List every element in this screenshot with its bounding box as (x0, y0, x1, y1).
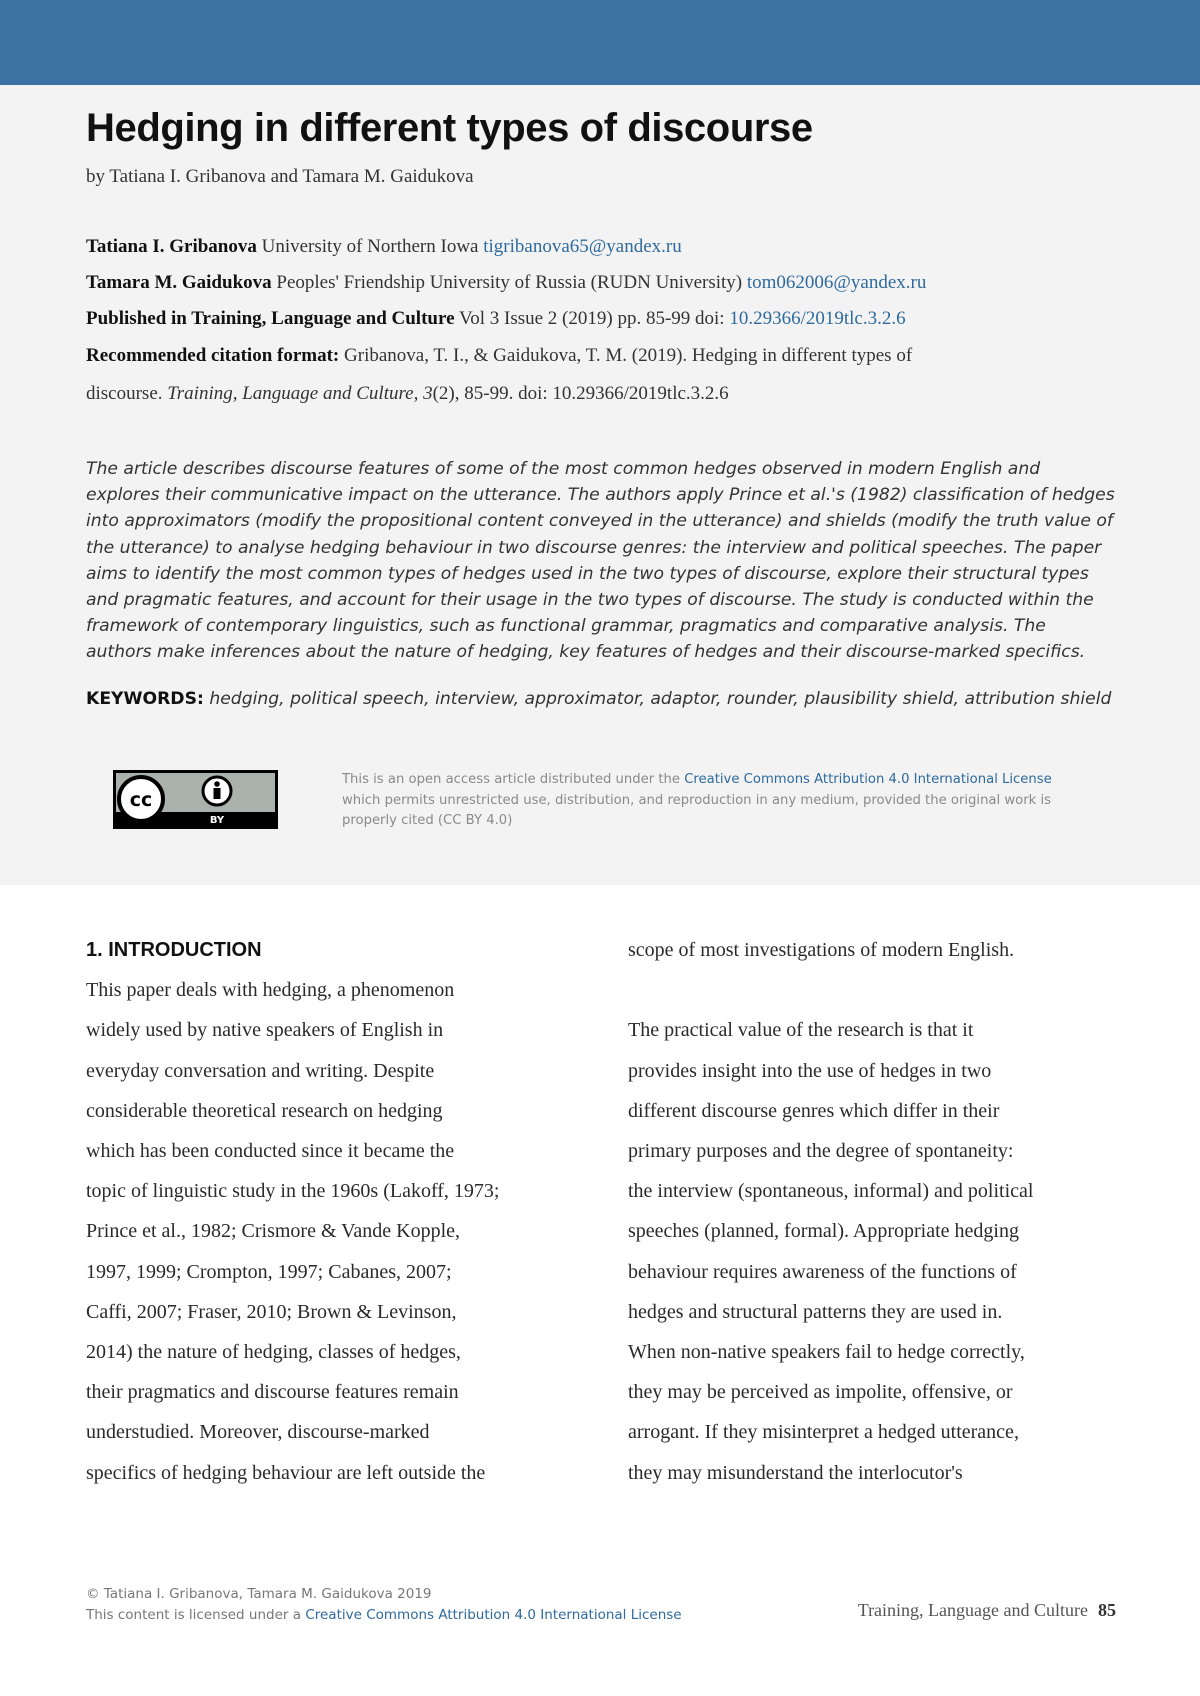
citation-line-2 (86, 383, 1116, 405)
body-line: When non-native speakers fail to hedge correctly, (628, 1341, 1025, 1364)
body-line: widely used by native speakers of English in (86, 1019, 444, 1042)
license-text-end: which permits unrestricted use, distribution, and reproduction in any medium, provided the original work is properly cited (CC BY 4.0) (342, 792, 1052, 828)
footer-license-link[interactable]: Creative Commons Attribution 4.0 International License (305, 1606, 682, 1623)
author-2 (86, 272, 1116, 294)
body-line: behaviour requires awareness of the functions of (628, 1260, 1017, 1283)
body-line: they may be perceived as impolite, offensive, or (628, 1381, 1013, 1404)
license-text-start: This is an open access article distributed under the (342, 772, 685, 787)
body-line: they may misunderstand the interlocutor's (628, 1461, 963, 1484)
citation-text-3: (2), 85-99. doi: 10.29366/2019tlc.3.2.6 (432, 383, 729, 404)
body-line: understudied. Moreover, discourse-marked (86, 1421, 430, 1444)
body-line: Prince et al., 1982; Crismore & Vande Kopple, (86, 1220, 461, 1243)
body-line: provides insight into the use of hedges in two (628, 1059, 992, 1082)
author-1 (86, 236, 1116, 258)
body-line: considerable theoretical research on hedging (86, 1099, 443, 1122)
citation-journal: Training, Language and Culture, 3 (167, 383, 433, 404)
body-line: topic of linguistic study in the 1960s (Lakoff, 1973; (86, 1180, 500, 1203)
keywords-list: hedging, political speech, interview, approximator, adaptor, rounder, plausibility shield, attribution shield (209, 689, 1112, 709)
body-line: different discourse genres which differ in their (628, 1099, 1000, 1122)
body-line: their pragmatics and discourse features remain (86, 1381, 459, 1404)
citation-text-1: Gribanova, T. I., & Gaidukova, T. M. (2019). Hedging in different types of (344, 345, 913, 366)
body-line: hedges and structural patterns they are used in. (628, 1300, 1003, 1323)
article-title: Hedging in different types of discourse (86, 106, 813, 150)
publication-details: Vol 3 Issue 2 (2019) pp. 85-99 doi: (458, 308, 725, 329)
abstract: The article describes discourse features of some of the most common hedges observed in modern English and explores their communicative impact on the utterance. The authors apply Prince et al.'s (1982) classification of hedges into approximators (modify the propositional content conveyed in the utterance) and shields (modify the truth value of the utterance) to analyse hedging behaviour in two discourse genres: the interview and political speeches. The paper aims to identify the most common types of hedges used in the two types of discourse, explore their structural types and pragmatic features, and account for their usage in the two types of discourse. The study is conducted within the framework of contemporary linguistics, such as functional grammar, pragmatics and comparative analysis. The authors make inferences about the nature of hedging, key features of hedges and their discourse-marked specifics. (86, 459, 1115, 663)
body-line: 1997, 1999; Crompton, 1997; Cabanes, 2007; (86, 1260, 452, 1283)
keywords (86, 689, 1126, 709)
copyright-text: © Tatiana I. Gribanova, Tamara M. Gaidukova 2019 (86, 1586, 432, 1602)
author-2-affiliation: Peoples' Friendship University of Russia (RUDN University) (276, 272, 743, 293)
header-bar (0, 0, 1200, 85)
body-left-column (86, 930, 606, 1493)
body-line: primary purposes and the degree of spontaneity: (628, 1140, 1014, 1162)
author-1-name: Tatiana I. Gribanova (86, 236, 257, 257)
keywords-label: KEYWORDS: (86, 689, 204, 709)
body-line: 2014) the nature of hedging, classes of hedges, (86, 1341, 461, 1364)
citation-line-1 (86, 345, 1116, 367)
footer-journal-name: Training, Language and Culture (857, 1600, 1088, 1620)
footer-journal (858, 1600, 1116, 1621)
article-byline: by Tatiana I. Gribanova and Tamara M. Gaidukova (86, 166, 474, 187)
section-heading: 1. INTRODUCTION (86, 939, 262, 961)
body-line: The practical value of the research is that it (628, 1019, 974, 1042)
body-line: specifics of hedging behaviour are left outside the (86, 1461, 486, 1484)
footer-license-prefix: This content is licensed under a (86, 1606, 306, 1623)
body-line: everyday conversation and writing. Despite (86, 1059, 435, 1082)
publication-info (86, 308, 1116, 330)
author-1-email[interactable]: tigribanova65@yandex.ru (483, 236, 682, 257)
footer-copyright (86, 1584, 766, 1625)
license-notice (342, 770, 1092, 832)
body-line: the interview (spontaneous, informal) and political (628, 1180, 1034, 1203)
author-1-affiliation: University of Northern Iowa (261, 236, 479, 257)
citation-text-2: discourse. (86, 383, 168, 404)
body-line: speeches (planned, formal). Appropriate hedging (628, 1220, 1019, 1243)
license-link[interactable]: Creative Commons Attribution 4.0 International License (684, 772, 1052, 787)
author-2-name: Tamara M. Gaidukova (86, 272, 272, 293)
cc-badge-text: cc (129, 789, 153, 811)
body-line: scope of most investigations of modern English. (628, 939, 1015, 961)
body-line: Caffi, 2007; Fraser, 2010; Brown & Levinson, (86, 1300, 457, 1323)
citation-label: Recommended citation format: (86, 345, 340, 366)
author-2-email[interactable]: tom062006@yandex.ru (746, 272, 927, 293)
by-badge-text: BY (209, 815, 225, 826)
publication-label: Published in Training, Language and Culture (86, 308, 455, 329)
body-right-column (628, 930, 1148, 1493)
cc-by-license-badge[interactable] (113, 770, 278, 829)
page-number: 85 (1098, 1600, 1116, 1620)
doi-link[interactable]: 10.29366/2019tlc.3.2.6 (729, 308, 906, 329)
body-line: which has been conducted since it became the (86, 1140, 455, 1163)
body-line: arrogant. If they misinterpret a hedged utterance, (628, 1421, 1019, 1444)
body-line: This paper deals with hedging, a phenomenon (86, 979, 455, 1002)
